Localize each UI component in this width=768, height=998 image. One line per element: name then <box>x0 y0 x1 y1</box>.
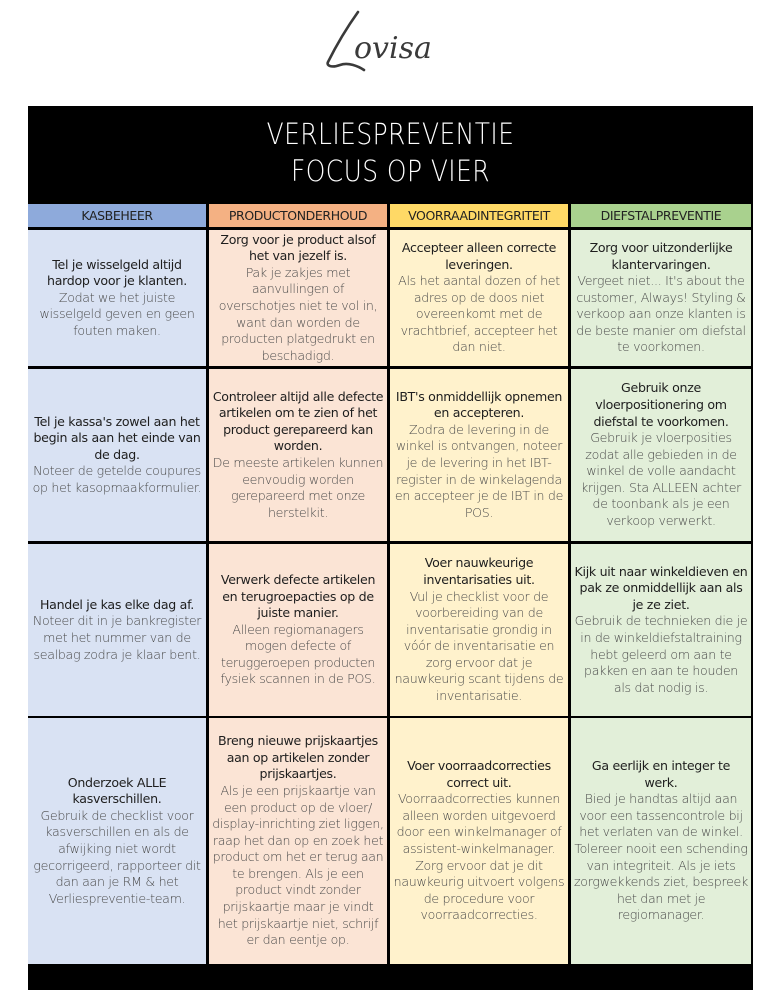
cell-body: Zodat we het juiste wisselgeld geven en geen fouten maken. <box>39 289 195 338</box>
cell-body: Alleen regiomanagers mogen defecte of teruggeroepen producten fysiek scannen in de POS. <box>220 621 376 687</box>
cell-body: Pak je zakjes met aanvullingen of overschotjes niet te vol in, want dan worden de producten platgedrukt en beschadigd. <box>218 264 378 363</box>
cell-body: Noteer dit in je bankregister met het nummer van de sealbag zodra je klaar bent. <box>32 613 202 662</box>
column-header-productonderhoud: PRODUCTONDERHOUD <box>209 204 387 227</box>
page-title <box>79 106 703 203</box>
cell-body: Voorraadcorrecties kunnen alleen worden uitgevoerd door een winkelmanager of assistent-winkelmanager. Zorg ervoor dat je dit nauwkeurig uitvoert volgens de procedure voor voorraadcorrecties. <box>393 791 565 923</box>
lovisa-logo <box>318 8 458 74</box>
table-cell <box>390 718 568 964</box>
cell-heading: Gebruik onze vloerpositionering om diefstal te voorkomen. <box>593 380 729 429</box>
cell-heading: Zorg voor uitzonderlijke klantervaringen. <box>589 239 733 272</box>
cell-body: Vergeet niet... It's about the customer, Always! Styling & verkoop aan onze klanten is de beste manier om diefstal te voorkomen. <box>576 273 746 355</box>
lovisa-logo-icon <box>318 8 458 74</box>
cell-body: Bied je handtas altijd aan voor een tassencontrole bij het verlaten van de winkel. Tolereer nooit een schending van integriteit. Als je iets zorgwekkends ziet, bespreek het dan met je regiomanager. <box>574 791 748 923</box>
table-cell <box>390 369 568 541</box>
svg-text:ovisa: ovisa <box>354 31 432 66</box>
cell-body: Als het aantal dozen of het adres op de doos niet overeenkomt met de vrachtbrief, accepteer het dan niet. <box>398 273 560 355</box>
cell-heading: Handel je kas elke dag af. <box>39 596 194 612</box>
table-cell <box>571 544 751 716</box>
cell-body: De meeste artikelen kunnen eenvoudig worden gerepareerd met onze herstelkit. <box>212 455 384 520</box>
title-line-2: FOCUS OP VIER <box>290 154 491 188</box>
table-cell <box>390 230 568 366</box>
table-cell <box>209 718 387 964</box>
cell-heading: IBT's onmiddellijk opnemen en accepteren. <box>395 388 563 421</box>
cell-heading: Tel je kassa's zowel aan het begin als aan het einde van de dag. <box>33 413 201 462</box>
table-cell <box>28 369 206 541</box>
cell-body: Gebruik de checklist voor kasverschillen en als de afwijking niet wordt gecorrigeerd, rapporteer dit dan aan je RM & het Verliespreventie-team. <box>33 807 201 906</box>
table-cell <box>209 369 387 541</box>
cell-heading: Onderzoek ALLE kasverschillen. <box>67 774 167 807</box>
table-cell <box>571 230 751 366</box>
cell-heading: Zorg voor je product alsof het van jezelf is. <box>220 231 376 264</box>
cell-heading: Voer voorraadcorrecties correct uit. <box>407 758 551 790</box>
cell-body: Vul je checklist voor de voorbereiding van de inventarisatie grondig in vóór de inventarisatie en zorg ervoor dat je nauwkeurig scant tijdens de inventarisatie. <box>394 588 564 704</box>
table-cell <box>28 230 206 366</box>
cell-heading: Ga eerlijk en integer te werk. <box>591 758 731 790</box>
table-cell <box>571 718 751 964</box>
cell-heading: Tel je wisselgeld altijd hardop voor je klanten. <box>47 256 187 289</box>
table-cell <box>28 544 206 716</box>
table-cell <box>209 230 387 366</box>
cell-heading: Accepteer alleen correcte leveringen. <box>401 239 557 272</box>
cell-heading: Verwerk defecte artikelen en terugroepacties op de juiste manier. <box>220 571 376 621</box>
cell-body: Zodra de levering in de winkel is ontvangen, noteer je de levering in het IBT-register in de winkelagenda en accepteer je de IBT in de POS. <box>394 421 564 520</box>
table-cell <box>209 544 387 716</box>
cell-body: Als je een prijskaartje van een product op de vloer/ display-inrichting ziet liggen, raap het dan op en zoek het product om het er terug aan te brengen. Als je een product vindt zonder prijskaartje maar je vindt het prijskaartje niet, schrijf er dan eentje op. <box>212 782 384 948</box>
column-header-kasbeheer: KASBEHEER <box>28 204 206 227</box>
table-cell <box>571 369 751 541</box>
table-cell <box>28 718 206 964</box>
cell-heading: Controleer altijd alle defecte artikelen om te zien of het product gerepareerd kan worden. <box>212 388 384 454</box>
column-header-voorraadintegriteit: VOORRAADINTEGRITEIT <box>390 204 568 227</box>
cell-body: Gebruik je vloerposities zodat alle gebieden in de winkel de volle aandacht krijgen. Sta ALLEEN achter de toonbank als je een verkoop verwerkt. <box>580 430 742 529</box>
cell-heading: Breng nieuwe prijskaartjes aan op artikelen zonder prijskaartjes. <box>218 733 378 782</box>
column-header-diefstalpreventie: DIEFSTALPREVENTIE <box>571 204 751 227</box>
cell-body: Noteer de getelde coupures op het kasopmaakformulier. <box>32 463 202 495</box>
focus-table <box>28 106 753 990</box>
table-cell <box>390 544 568 716</box>
cell-heading: Kijk uit naar winkeldieven en pak ze onmiddellijk aan als je ze ziet. <box>574 563 748 612</box>
cell-body: Gebruik de technieken die je in de winkeldiefstaltraining hebt geleerd om aan te pakken en aan te houden als dat nodig is. <box>574 613 748 695</box>
cell-heading: Voer nauwkeurige inventarisaties uit. <box>423 555 535 587</box>
title-line-1: VERLIESPREVENTIE <box>266 117 515 151</box>
